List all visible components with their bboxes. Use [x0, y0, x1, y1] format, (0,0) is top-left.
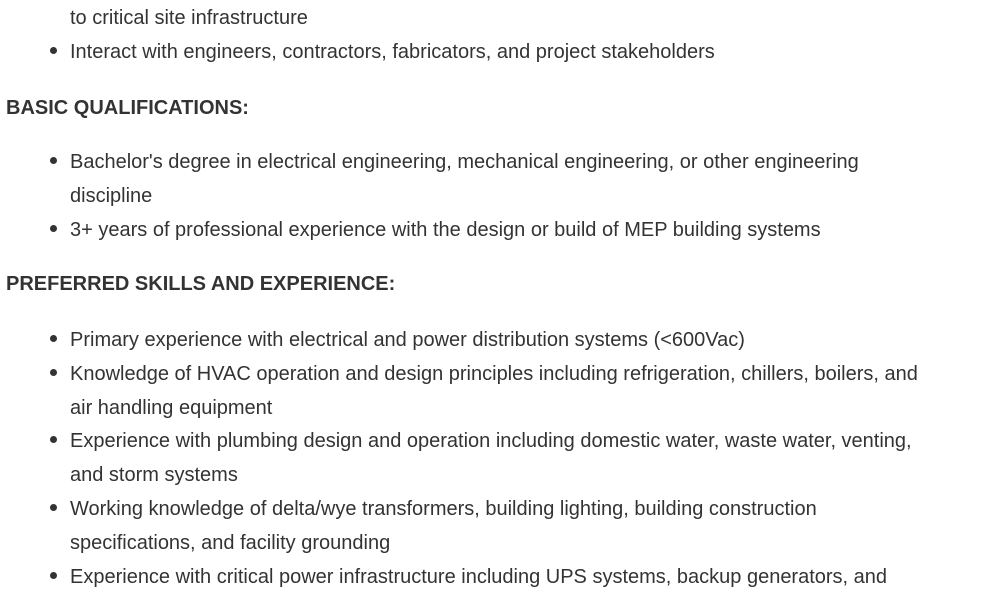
list-item: Knowledge of HVAC operation and design principles including refrigeration, chillers, boilers, and: [70, 363, 918, 385]
bullet-icon: [50, 572, 57, 579]
bullet-icon: [50, 335, 57, 342]
list-item-continuation: air handling equipment: [70, 397, 273, 419]
list-item-continuation: discipline: [70, 185, 153, 207]
bullet-icon: [50, 157, 57, 164]
list-item-continuation: to critical site infrastructure: [70, 7, 308, 29]
bullet-icon: [50, 225, 57, 232]
list-item: Experience with plumbing design and operation including domestic water, waste water, venting,: [70, 430, 912, 452]
list-item-continuation: specifications, and facility grounding: [70, 532, 391, 554]
bullet-icon: [50, 504, 57, 511]
bullet-icon: [50, 47, 57, 54]
bullet-icon: [50, 369, 57, 376]
list-item: Bachelor's degree in electrical engineering, mechanical engineering, or other engineering: [70, 151, 859, 173]
list-item: Primary experience with electrical and power distribution systems (<600Vac): [70, 329, 745, 351]
preferred-skills-heading: PREFERRED SKILLS AND EXPERIENCE:: [6, 273, 396, 295]
list-item: Interact with engineers, contractors, fabricators, and project stakeholders: [70, 41, 715, 63]
basic-qualifications-heading: BASIC QUALIFICATIONS:: [6, 97, 249, 119]
bullet-icon: [50, 436, 57, 443]
list-item-continuation: and storm systems: [70, 464, 238, 486]
list-item: Experience with critical power infrastructure including UPS systems, backup generators, and: [70, 566, 888, 588]
list-item: 3+ years of professional experience with the design or build of MEP building systems: [70, 219, 821, 241]
list-item: Working knowledge of delta/wye transformers, building lighting, building construction: [70, 498, 817, 520]
